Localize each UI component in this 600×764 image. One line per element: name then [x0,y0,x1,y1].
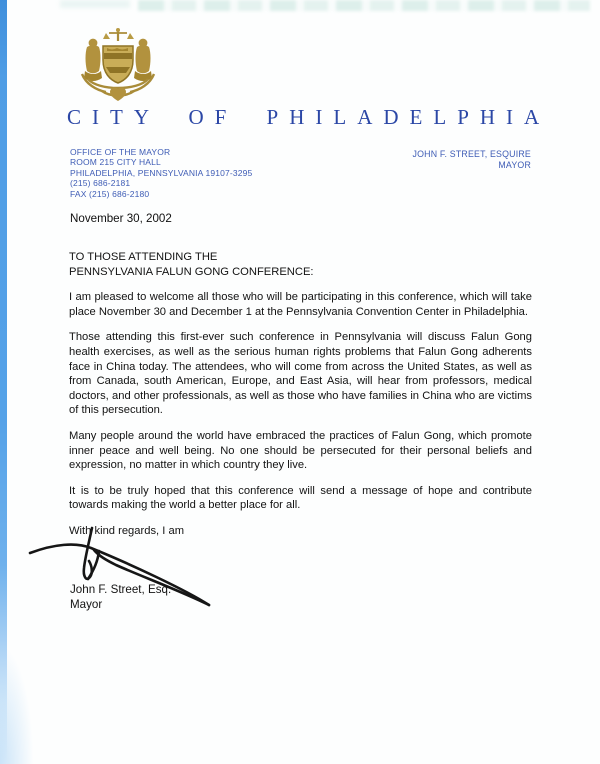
office-line: OFFICE OF THE MAYOR [70,147,171,157]
letter-date: November 30, 2002 [70,212,172,225]
closing-line: With kind regards, I am [69,524,185,537]
office-line: PHILADELPHIA, PENNSYLVANIA 19107-3295 [70,167,253,178]
office-line: FAX (215) 686-2180 [70,188,150,199]
letter-paragraph: It is to be truly hoped that this conference will send a message of hope and contribute towards making the world a better place for all. [69,484,532,512]
letter-paragraph: Many people around the world have embraced the practices of Falun Gong, which promote inner peace and well being. No one should be persecuted for their personal beliefs and expression, no matter in which country they live. [69,429,532,472]
masthead-city-title: CITY OF PHILADELPHIA [67,105,551,129]
scan-corner-artifact [0,644,34,764]
typed-signature-block [70,582,171,612]
office-address-block [70,147,252,199]
official-name: JOHN F. STREET, ESQUIRE [412,149,531,159]
salutation-line: TO THOSE ATTENDING THE [69,251,218,263]
salutation-line: PENNSYLVANIA FALUN GONG CONFERENCE: [69,265,314,278]
official-title: MAYOR [498,159,531,170]
letter-paragraph: Those attending this first-ever such conference in Pennsylvania will discuss Falun Gong health exercises, as well as the serious human rights problems that Falun Gong adherents face in China today. The attendees, who will come from across the United States, as well as from Canada, south American, Europe, and East Asia, will hear from professors, medical doctors, and other professionals, as well as those who have families in China who are victims of this persecution. [69,331,532,417]
signer-name: John F. Street, Esq. [70,583,172,596]
letter-body [69,250,532,539]
office-line: ROOM 215 CITY HALL [70,157,161,168]
letter-paragraph: I am pleased to welcome all those who will be participating in this conference, which will take place November 30 and December 1 at the Pennsylvania Convention Center in Philadelphia. [69,291,532,318]
bleed-through-ghost-text [138,0,590,11]
signer-title: Mayor [70,598,103,611]
official-name-block [413,149,532,170]
philadelphia-coat-of-arms-icon [76,27,160,107]
bleed-through-ghost-text [60,0,130,8]
salutation [69,250,532,279]
office-line: (215) 686-2181 [70,178,131,189]
